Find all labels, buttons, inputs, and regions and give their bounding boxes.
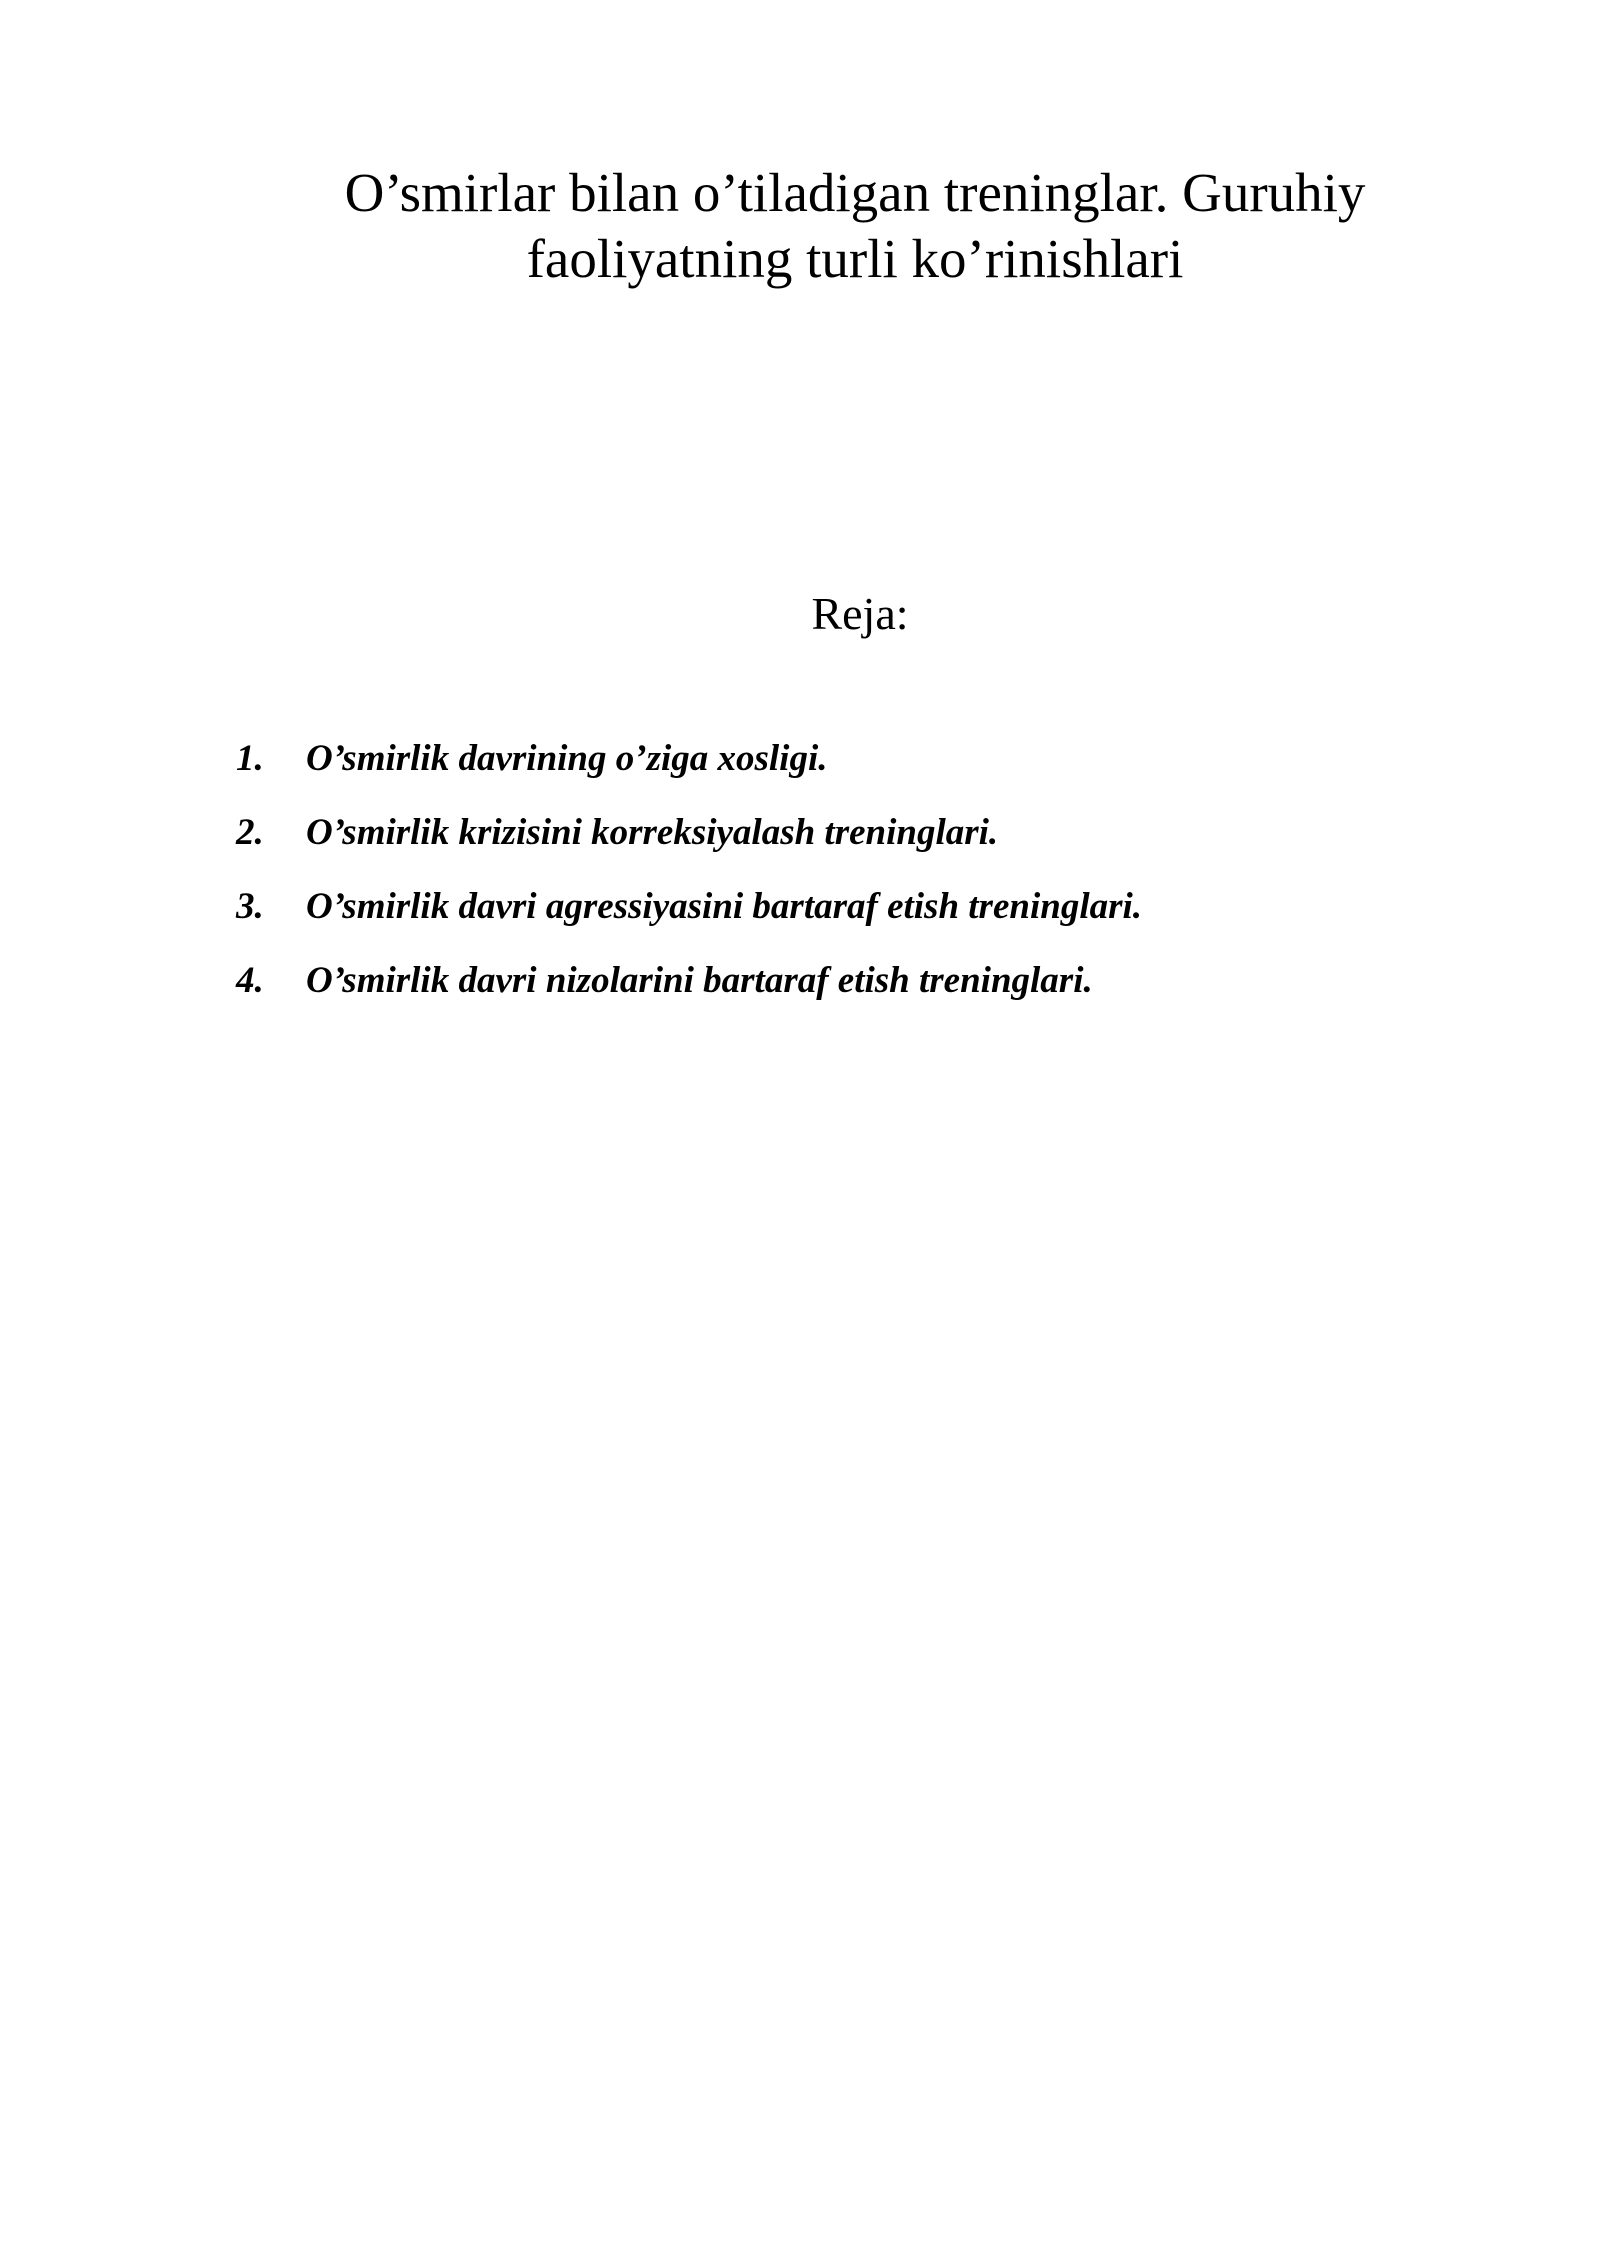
plan-item-1	[236, 722, 1436, 796]
plan-item-number: 4.	[236, 960, 264, 1001]
plan-item-4	[236, 944, 1436, 1018]
plan-item-text: O’smirlik davrining o’ziga xosligi.	[306, 738, 828, 779]
page-title	[230, 160, 1480, 292]
plan-item-text: O’smirlik krizisini korreksiyalash treninglari.	[306, 812, 999, 853]
plan-item-text: O’smirlik davri agressiyasini bartaraf etish treninglari.	[306, 886, 1143, 927]
plan-item-number: 2.	[236, 812, 264, 853]
plan-item-text: O’smirlik davri nizolarini bartaraf etish treninglari.	[306, 960, 1093, 1001]
plan-item-3	[236, 870, 1436, 944]
plan-item-2	[236, 796, 1436, 870]
plan-item-number: 1.	[236, 738, 264, 779]
title-line-1: O’smirlar bilan o’tiladigan treninglar. Guruhiy	[344, 162, 1366, 223]
plan-list	[236, 722, 1436, 1018]
plan-item-number: 3.	[236, 886, 264, 927]
plan-heading: Reja:	[811, 588, 909, 639]
title-line-2: faoliyatning turli ko’rinishlari	[526, 228, 1184, 289]
